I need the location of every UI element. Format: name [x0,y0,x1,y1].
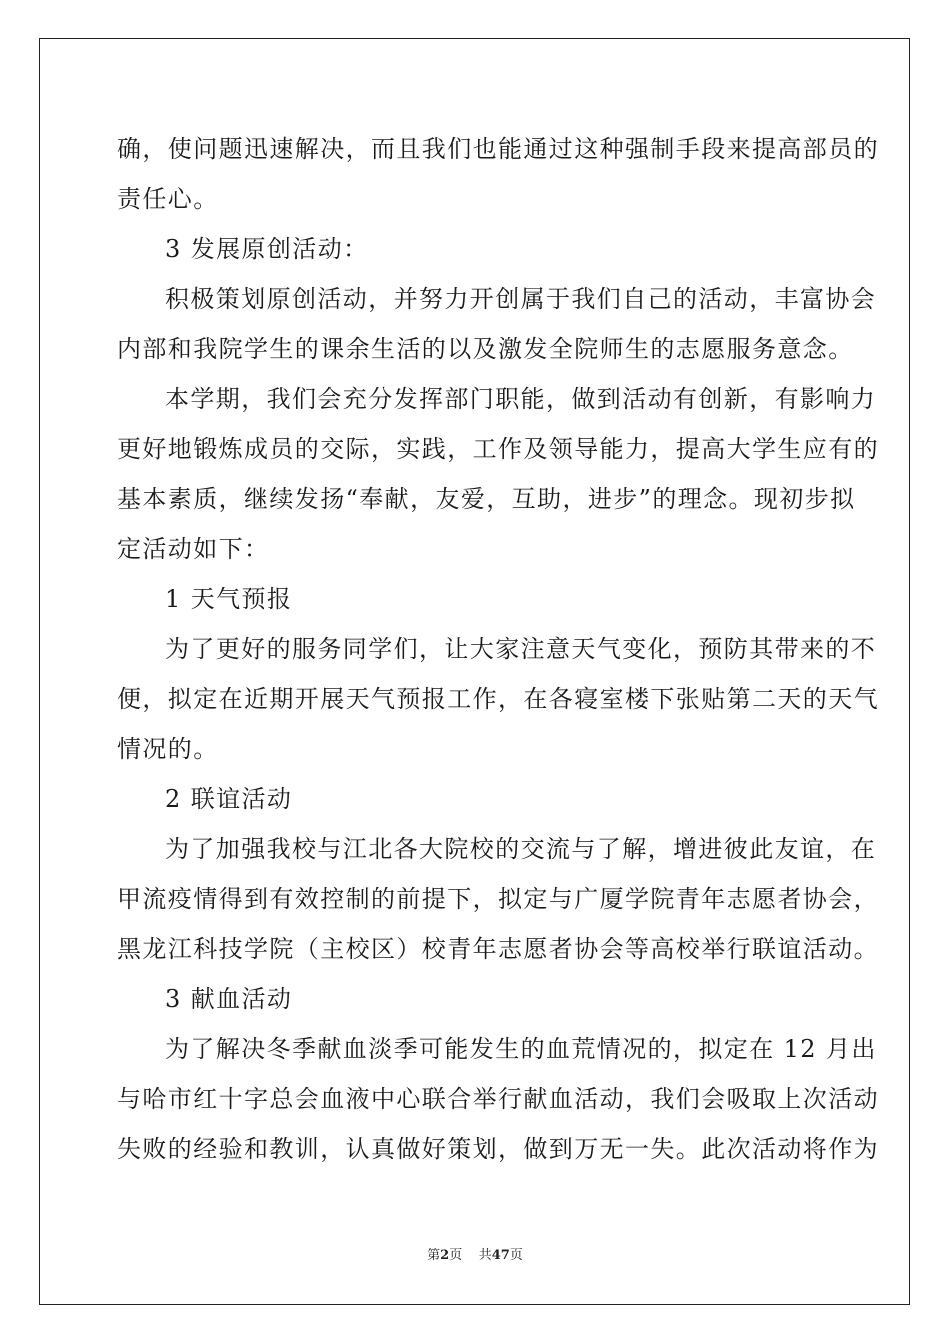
footer-total-suffix: 页 [509,1248,523,1263]
body-line: 甲流疫情得到有效控制的前提下，拟定与广厦学院青年志愿者协会， [117,885,879,913]
footer-page-number: 2 [440,1248,450,1263]
footer-page-prefix: 第 [427,1248,441,1263]
section-heading: 3 发展原创活动： [165,235,369,263]
body-line: 责任心。 [117,185,219,213]
body-line: 黑龙江科技学院（主校区）校青年志愿者协会等高校举行联谊活动。 [117,935,879,963]
section-heading: 3 献血活动 [165,985,293,1013]
body-line: 确，使问题迅速解决，而且我们也能通过这种强制手段来提高部员的 [117,135,879,163]
footer-total-number: 47 [491,1248,510,1263]
body-line: 基本素质，继续发扬“奉献，友爱，互助，进步”的理念。现初步拟 [117,485,856,513]
body-line: 内部和我院学生的课余生活的以及激发全院师生的志愿服务意念。 [117,335,854,363]
footer-page-suffix: 页 [449,1248,463,1263]
section-heading: 2 联谊活动 [165,785,293,813]
footer-total-prefix: 共 [478,1248,492,1263]
body-line: 本学期，我们会充分发挥部门职能，做到活动有创新，有影响力 [165,385,877,413]
body-line: 为了加强我校与江北各大院校的交流与了解，增进彼此友谊，在 [165,835,877,863]
body-line: 为了更好的服务同学们，让大家注意天气变化，预防其带来的不 [165,635,877,663]
body-line: 为了解决冬季献血淡季可能发生的血荒情况的，拟定在 12 月出 [165,1035,877,1063]
body-line: 便，拟定在近期开展天气预报工作，在各寝室楼下张贴第二天的天气 [117,685,879,713]
section-heading: 1 天气预报 [165,585,293,613]
body-line: 与哈市红十字总会血液中心联合举行献血活动，我们会吸取上次活动 [117,1085,879,1113]
body-line: 积极策划原创活动，并努力开创属于我们自己的活动，丰富协会 [165,285,877,313]
body-line: 情况的。 [117,735,219,763]
page-footer [0,1244,950,1263]
body-line: 更好地锻炼成员的交际，实践，工作及领导能力，提高大学生应有的 [117,435,879,463]
body-line: 失败的经验和教训，认真做好策划，做到万无一失。此次活动将作为 [117,1135,879,1163]
body-line: 定活动如下： [117,535,270,563]
